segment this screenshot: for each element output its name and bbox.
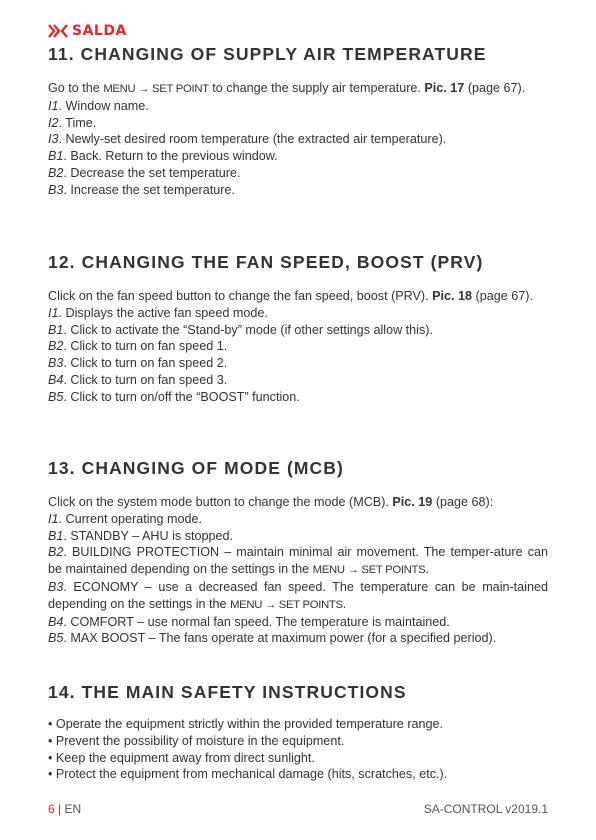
item-text: . Click to turn on fan speed 2.	[63, 356, 228, 371]
bullet-item: • Prevent the possibility of moisture in the equipment.	[48, 733, 345, 748]
list-item	[48, 98, 548, 115]
item-text: . MAX BOOST – The fans operate at maximum power (for a specified period).	[63, 631, 497, 646]
list-item	[48, 544, 548, 579]
item-key: I3	[48, 132, 59, 147]
item-text: . Click to turn on fan speed 1.	[63, 339, 228, 354]
item-key: I1	[48, 511, 59, 526]
menu-path: MENU → SET POINT	[103, 83, 209, 95]
item-text: . STANDBY – AHU is stopped.	[63, 528, 234, 543]
item-key: B2	[48, 545, 64, 560]
page-number: 6	[48, 802, 55, 816]
item-text: . ECONOMY – use a decreased fan speed. The temperature can be main-tained depending on the settings in the	[48, 579, 548, 611]
item-key: B2	[48, 339, 64, 354]
list-item	[48, 182, 548, 199]
item-text: . Increase the set temperature.	[63, 182, 235, 197]
item-text: . BUILDING PROTECTION – maintain minimal air movement. The temper-ature can be maintained depending on the settings in the	[48, 545, 548, 577]
intro-text: (page 67).	[472, 289, 533, 303]
item-key: B5	[48, 631, 64, 646]
item-text: . Back. Return to the previous window.	[63, 149, 278, 164]
item-text: . Current operating mode.	[58, 511, 203, 526]
salda-logo-icon	[48, 24, 68, 38]
item-key: B1	[48, 528, 64, 543]
section-14-body	[48, 716, 548, 783]
document-version: SA-CONTROL v2019.1	[423, 802, 548, 816]
intro-text: (page 67).	[464, 81, 526, 95]
item-key: B4	[48, 372, 64, 387]
bullet-item: • Protect the equipment from mechanical damage (hits, scratches, etc.).	[48, 767, 448, 782]
section-13-body	[48, 494, 548, 647]
list-item	[48, 165, 548, 182]
list-item	[48, 338, 548, 355]
item-key: I2	[48, 115, 59, 130]
item-key: B3	[48, 579, 64, 594]
list-item	[48, 511, 548, 528]
list-item	[48, 115, 548, 132]
item-end: .	[342, 596, 347, 611]
list-item	[48, 322, 548, 339]
item-text: . Click to activate the “Stand-by” mode (if other settings allow this).	[63, 322, 433, 337]
bullet-item: • Keep the equipment away from direct sunlight.	[48, 750, 315, 765]
list-item	[48, 614, 548, 631]
item-key: B1	[48, 149, 64, 164]
intro-text: to change the supply air temperature.	[208, 81, 425, 95]
brand-name: SALDA	[72, 23, 127, 39]
list-item	[48, 148, 548, 165]
intro-text: Click on the fan speed button to change the fan speed, boost (PRV).	[48, 289, 433, 303]
item-text: . Newly-set desired room temperature (the extracted air temperature).	[58, 132, 447, 147]
intro-text: Go to the	[48, 81, 104, 95]
menu-path: MENU → SET POINTS	[230, 598, 343, 611]
salda-logo	[48, 22, 127, 40]
list-item	[48, 579, 548, 614]
item-key: I1	[48, 98, 59, 113]
list-item	[48, 528, 548, 545]
section-12-title: 12. CHANGING THE FAN SPEED, BOOST (PRV)	[48, 252, 484, 272]
item-key: B3	[48, 356, 64, 371]
pic-ref: Pic. 19	[392, 495, 433, 509]
pic-ref: Pic. 17	[424, 81, 465, 95]
section-13-title: 13. CHANGING OF MODE (MCB)	[48, 458, 344, 478]
item-end: .	[425, 562, 429, 577]
item-text: . Decrease the set temperature.	[63, 165, 241, 180]
item-key: B5	[48, 389, 64, 404]
list-item	[48, 355, 548, 372]
item-text: . Click to turn on fan speed 3.	[63, 372, 228, 387]
item-text: . Displays the active fan speed mode.	[58, 305, 268, 320]
section-14-title: 14. THE MAIN SAFETY INSTRUCTIONS	[48, 682, 407, 702]
item-text: . COMFORT – use normal fan speed. The temperature is maintained.	[63, 614, 450, 629]
item-key: B1	[48, 322, 64, 337]
bullet-item: • Operate the equipment strictly within the provided temperature range.	[48, 717, 444, 731]
item-key: B4	[48, 614, 64, 629]
pic-ref: Pic. 18	[432, 289, 473, 303]
list-item	[48, 131, 548, 148]
section-12-body	[48, 288, 548, 406]
page-footer	[48, 802, 548, 816]
item-key: I1	[48, 305, 59, 320]
section-11-intro	[48, 80, 548, 98]
intro-text: Click on the system mode button to change the mode (MCB).	[48, 495, 393, 509]
menu-path: MENU → SET POINTS	[312, 564, 426, 577]
section-12-intro	[48, 288, 548, 305]
language-label: | EN	[54, 802, 82, 816]
intro-text: (page 68):	[432, 495, 494, 509]
list-item	[48, 630, 548, 647]
item-key: B3	[48, 182, 64, 197]
section-13-intro	[48, 494, 548, 511]
list-item	[48, 305, 548, 322]
item-text: . Time.	[58, 115, 97, 130]
section-11-body	[48, 80, 548, 199]
list-item	[48, 372, 548, 389]
item-text: . Click to turn on/off the “BOOST” function.	[63, 389, 300, 404]
item-key: B2	[48, 165, 64, 180]
section-11-title: 11. CHANGING OF SUPPLY AIR TEMPERATURE	[48, 44, 487, 64]
list-item	[48, 389, 548, 406]
item-text: . Window name.	[58, 98, 149, 113]
